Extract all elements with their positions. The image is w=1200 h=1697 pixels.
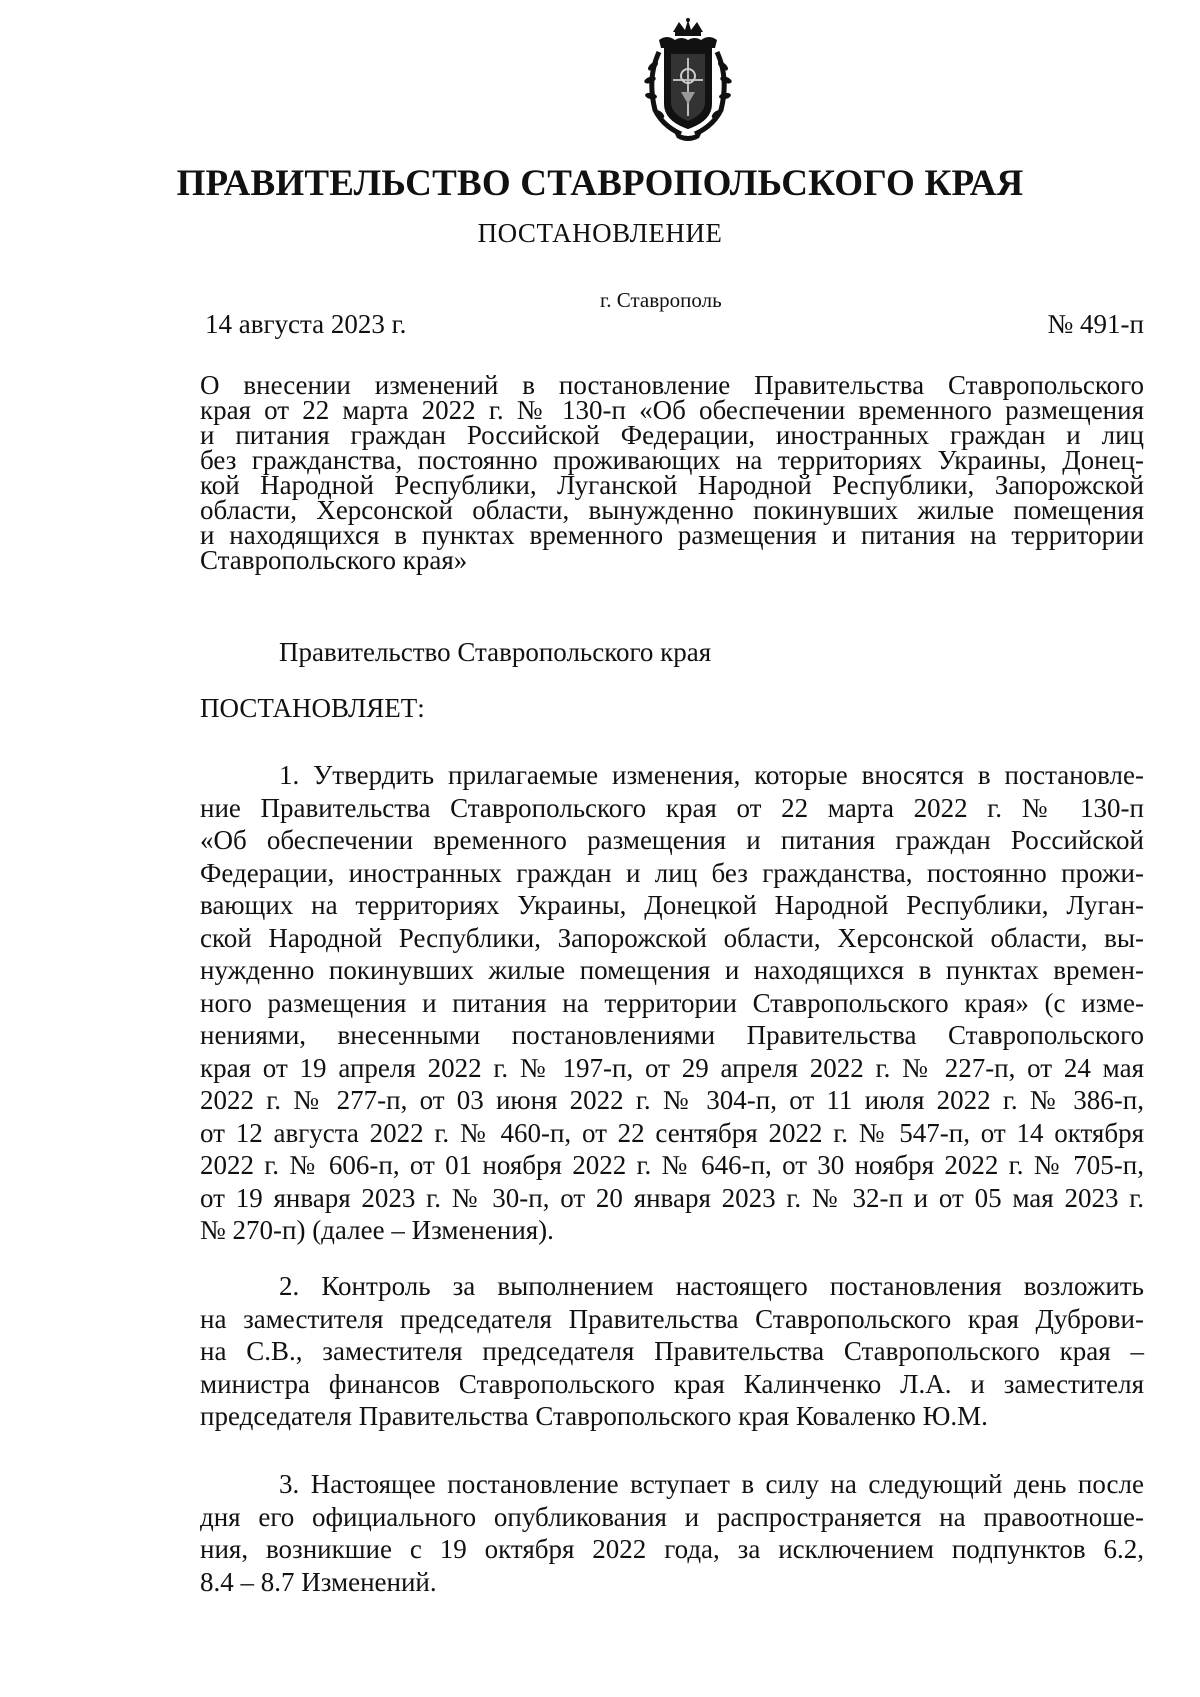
subject-line: без гражданства, постоянно проживающих на территориях Украины, Донец- xyxy=(200,445,1144,475)
paragraph-line: «Об обеспечении временного размещения и питания граждан Российской xyxy=(200,825,1144,855)
paragraph-line: № 270-п) (далее – Изменения). xyxy=(200,1215,554,1245)
city: г. Ставрополь xyxy=(600,288,722,312)
paragraph-line: ской Народной Республики, Запорожской области, Херсонской области, вы- xyxy=(200,922,1144,953)
subject-line: кой Народной Республики, Луганской Народной Республики, Запорожской xyxy=(200,470,1144,500)
paragraph-line: на заместителя председателя Правительства Ставропольского края Дуброви- xyxy=(200,1303,1144,1334)
subject-line: О внесении изменений в постановление Правительства Ставропольского xyxy=(200,370,1144,400)
paragraph-line: 2. Контроль за выполнением настоящего постановления возложить xyxy=(279,1271,1144,1301)
paragraph-line: министра финансов Ставропольского края Калинченко Л.А. и заместителя xyxy=(200,1368,1144,1399)
paragraph-line: на С.В., заместителя председателя Правительства Ставропольского края – xyxy=(200,1336,1144,1366)
paragraph-line: дня его официального опубликования и распространяется на правоотноше- xyxy=(200,1501,1144,1532)
paragraph-line: 8.4 – 8.7 Изменений. xyxy=(200,1566,437,1597)
paragraph-line: от 19 января 2023 г. № 30-п, от 20 января 2023 г. № 32-п и от 05 мая 2023 г. xyxy=(200,1182,1144,1213)
paragraph-line: 2022 г. № 606-п, от 01 ноября 2022 г. № 646-п, от 30 ноября 2022 г. № 705-п, xyxy=(200,1150,1144,1180)
subject-line: Ставропольского края» xyxy=(200,545,468,575)
paragraph-2 xyxy=(200,1270,1144,1433)
government-title: ПРАВИТЕЛЬСТВО СТАВРОПОЛЬСКОГО КРАЯ xyxy=(176,163,1024,204)
document-number: № 491-п xyxy=(1047,309,1144,339)
paragraph-3 xyxy=(200,1468,1144,1598)
paragraph-line: нениями, внесенными постановлениями Правительства Ставропольского xyxy=(200,1020,1144,1050)
resolves-heading: ПОСТАНОВЛЯЕТ: xyxy=(200,693,425,723)
paragraph-line: ния, возникшие с 19 октября 2022 года, за исключением подпунктов 6.2, xyxy=(200,1534,1144,1564)
stavropol-krai-coat-of-arms-icon xyxy=(629,18,747,144)
paragraph-line: ние Правительства Ставропольского края от 22 марта 2022 г. № 130-п xyxy=(200,792,1144,823)
paragraph-1 xyxy=(200,759,1144,1247)
paragraph-line: 3. Настоящее постановление вступает в силу на следующий день после xyxy=(279,1469,1144,1499)
paragraph-line: Федерации, иностранных граждан и лиц без гражданства, постоянно прожи- xyxy=(200,857,1144,888)
subject-line: области, Херсонской области, вынужденно покинувших жилые помещения xyxy=(200,495,1144,525)
paragraph-line: ного размещения и питания на территории Ставропольского края» (с изме- xyxy=(200,987,1144,1018)
subject-line: и питания граждан Российской Федерации, иностранных граждан и лиц xyxy=(200,420,1144,450)
subject-line: и находящихся в пунктах временного размещения и питания на территории xyxy=(200,520,1144,550)
paragraph-line: нужденно покинувших жилые помещения и находящихся в пунктах времен- xyxy=(200,955,1144,985)
paragraph-line: края от 19 апреля 2022 г. № 197-п, от 29 апреля 2022 г. № 227-п, от 24 мая xyxy=(200,1052,1144,1083)
paragraph-line: вающих на территориях Украины, Донецкой Народной Республики, Луган- xyxy=(200,890,1144,920)
paragraph-line: председателя Правительства Ставропольского края Коваленко Ю.М. xyxy=(200,1401,988,1431)
document-type: ПОСТАНОВЛЕНИЕ xyxy=(477,218,723,248)
paragraph-line: от 12 августа 2022 г. № 460-п, от 22 сентября 2022 г. № 547-п, от 14 октября xyxy=(200,1117,1144,1148)
subject-line: края от 22 марта 2022 г. № 130-п «Об обеспечении временного размещения xyxy=(200,395,1144,425)
document-subject xyxy=(200,370,1144,575)
document-date: 14 августа 2023 г. xyxy=(205,309,407,339)
paragraph-line: 1. Утвердить прилагаемые изменения, которые вносятся в постановле- xyxy=(279,760,1144,790)
paragraph-line: 2022 г. № 277-п, от 03 июня 2022 г. № 304-п, от 11 июля 2022 г. № 386-п, xyxy=(200,1085,1144,1115)
government-name: Правительство Ставропольского края xyxy=(279,637,712,667)
